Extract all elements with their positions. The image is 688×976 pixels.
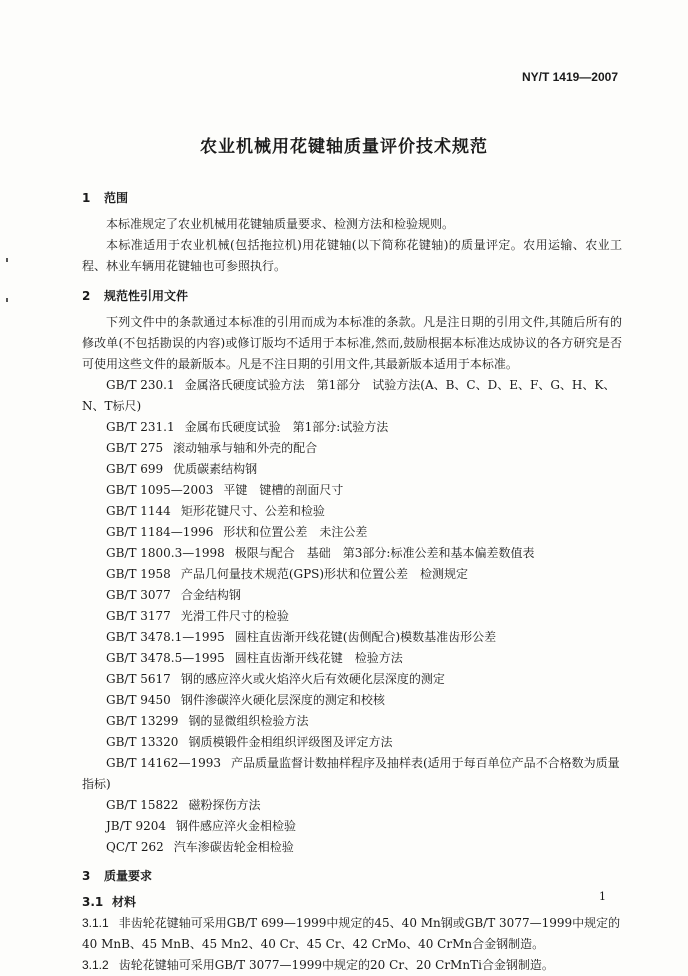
reference-item [82,753,622,795]
document-body [82,182,622,976]
section-heading-quality-requirements [82,866,622,887]
reference-item [82,669,622,690]
reference-item [82,501,622,522]
reference-title: 光滑工件尺寸的检验 [180,609,289,623]
document-title: 农业机械用花键轴质量评价技术规范 [200,137,488,157]
reference-item [82,585,622,606]
reference-item [82,816,622,837]
reference-title: 极限与配合 基础 第3部分:标准公差和基本偏差数值表 [234,546,535,560]
clause-text: 非齿轮花键轴可采用GB/T 699—1999中规定的45、40 Mn钢或GB/T 3077—1999中规定的40 MnB、45 MnB、45 Mn2、40 Cr、45 Cr、42 CrMo、40 CrMn合金钢制造。 [82,916,621,951]
reference-code: GB/T 3177 [106,609,171,623]
subsection-heading-materials [82,892,622,913]
reference-title: 钢的感应淬火或火焰淬火后有效硬化层深度的测定 [180,672,445,686]
subsection-number: 3.1 [82,895,104,909]
reference-title: 形状和位置公差 未注公差 [223,525,368,539]
reference-title: 钢件渗碳淬火硬化层深度的测定和校核 [180,693,385,707]
reference-code: GB/T 231.1 [106,420,175,434]
section-number: 3 [82,869,91,883]
reference-item [82,795,622,816]
reference-item [82,564,622,585]
reference-code: GB/T 699 [106,462,164,476]
reference-title: 优质碳素结构钢 [173,462,258,476]
section-title: 规范性引用文件 [104,289,189,303]
reference-item [82,648,622,669]
reference-code: GB/T 5617 [106,672,171,686]
reference-code: GB/T 1184—1996 [106,525,214,539]
section-heading-scope [82,188,622,209]
reference-item [82,606,622,627]
clause-3-1-1 [82,913,622,955]
scan-mark [6,298,8,302]
reference-title: 汽车渗碳齿轮金相检验 [173,840,294,854]
reference-title: 钢件感应淬火金相检验 [176,819,297,833]
reference-title: 平键 键槽的剖面尺寸 [223,483,344,497]
references-intro: 下列文件中的条款通过本标准的引用而成为本标准的条款。凡是注日期的引用文件,其随后所有的修改单(不包括勘误的内容)或修订版均不适用于本标准,然而,鼓励根据本标准达成协议的各方研究是否可使用这些文件的最新版本。凡是不注日期的引用文件,其最新版本适用于本标准。 [82,315,622,371]
section-title: 质量要求 [104,869,153,883]
reference-item [82,375,622,417]
reference-code: GB/T 3077 [106,588,171,602]
reference-title: 圆柱直齿渐开线花键(齿侧配合)模数基准齿形公差 [234,630,497,644]
reference-code: GB/T 13299 [106,714,179,728]
scope-paragraph-1: 本标准规定了农业机械用花键轴质量要求、检测方法和检验规则。 [106,217,455,231]
reference-title: 钢的显微组织检验方法 [188,714,309,728]
standard-code: NY/T 1419—2007 [521,70,618,84]
reference-code: QC/T 262 [106,840,164,854]
reference-title: 滚动轴承与轴和外壳的配合 [173,441,318,455]
reference-item [82,459,622,480]
reference-item [82,837,622,858]
reference-item [82,732,622,753]
reference-item [82,438,622,459]
section-number: 1 [82,191,91,205]
section-heading-normative-references [82,286,622,307]
reference-title: 产品几何量技术规范(GPS)形状和位置公差 检测规定 [180,567,469,581]
clause-number: 3.1.1 [82,916,109,930]
section-title: 范围 [104,191,129,205]
reference-code: GB/T 15822 [106,798,179,812]
reference-item [82,480,622,501]
reference-item [82,417,622,438]
reference-item [82,522,622,543]
scan-mark [6,258,8,262]
reference-code: GB/T 14162—1993 [106,756,221,770]
reference-item [82,690,622,711]
reference-list [82,375,622,858]
reference-code: GB/T 230.1 [106,378,175,392]
reference-title: 圆柱直齿渐开线花键 检验方法 [234,651,403,665]
reference-title: 金属布氏硬度试验 第1部分:试验方法 [184,420,389,434]
subsection-title: 材料 [112,895,137,909]
reference-code: GB/T 13320 [106,735,179,749]
reference-item [82,711,622,732]
clause-number: 3.1.2 [82,958,109,972]
reference-item [82,543,622,564]
reference-title: 矩形花键尺寸、公差和检验 [180,504,325,518]
reference-code: GB/T 9450 [106,693,171,707]
reference-code: GB/T 3478.1—1995 [106,630,225,644]
scope-paragraph-2: 本标准适用于农业机械(包括拖拉机)用花键轴(以下简称花键轴)的质量评定。农用运输、农业工程、林业车辆用花键轴也可参照执行。 [82,238,622,273]
reference-title: 磁粉探伤方法 [188,798,261,812]
section-number: 2 [82,289,91,303]
reference-code: GB/T 1095—2003 [106,483,214,497]
reference-title: 合金结构钢 [180,588,241,602]
page-number: 1 [599,890,606,903]
reference-code: GB/T 1958 [106,567,171,581]
clause-3-1-2 [82,955,622,976]
reference-item [82,627,622,648]
reference-title: 产品质量监督计数抽样程序及抽样表(适用于每百单位产品不合格数为质量指标) [82,756,620,791]
reference-code: GB/T 3478.5—1995 [106,651,225,665]
reference-title: 钢质模锻件金相组织评级图及评定方法 [188,735,393,749]
reference-code: GB/T 275 [106,441,164,455]
clause-text: 齿轮花键轴可采用GB/T 3077—1999中规定的20 Cr、20 CrMnTi合金钢制造。 [118,958,554,972]
reference-code: GB/T 1800.3—1998 [106,546,225,560]
reference-title: 金属洛氏硬度试验方法 第1部分 试验方法(A、B、C、D、E、F、G、H、K、N、T标尺) [82,378,616,413]
reference-code: GB/T 1144 [106,504,171,518]
reference-code: JB/T 9204 [106,819,167,833]
